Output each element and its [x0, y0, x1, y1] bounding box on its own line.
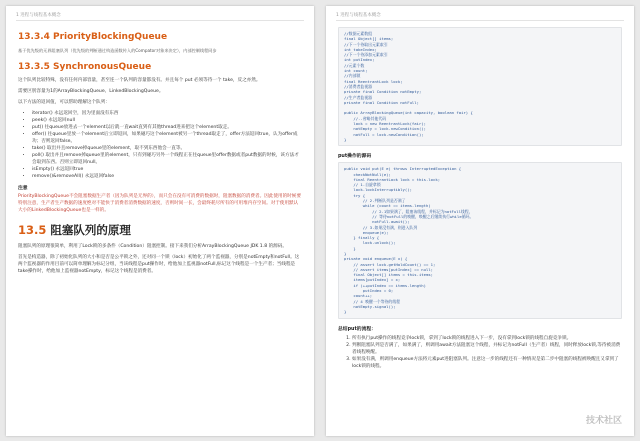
put-code-block: public void put(E e) throws InterruptedException { checkNotNull(e); final ReentrantLock lock = this.lock; // 1.自旋拿锁 lock.lockInterruptibly(); try { // 2.判断队列是否满了 while (count == items.length) // 2.1如果满了，阻塞该线程，并标记为notFull线程， // 等待notFull的唤醒，唤醒之后继续执行while循环。 notFull.await(); // 3.如果没有满，则进入队列 enqueue(e); } finally { lock.unlock(); } } private void enqueue(E x) { // assert lock.getHoldCount() == 1; // assert items[putIndex] == null; final Object[] items = this.items; items[putIndex] = x; if (++putIndex == items.length) putIndex = 0; count++; // 4 唤醒一个等待的线程 notEmpty.signal(); } — [338, 162, 622, 318]
right-page-content — [338, 24, 622, 374]
section-135-heading — [18, 224, 302, 237]
list-item: • offer() 往queue里放一个element后立即返回，如果碰巧这个element被另一个thread取走了，offer方法返回true，认为offer成功；否则返回false。 — [32, 131, 302, 145]
left-page-content — [18, 24, 302, 279]
list-item: 1. 所有执行put操作的线程竞争lock锁，拿到了lock锁的线程进入下一步，没有拿到lock锁的线程自旋竞争锁。 — [352, 335, 622, 342]
list-item: • take() 取出并且remove掉queue里的element，取不到东西他会一直等。 — [32, 145, 302, 152]
principle-paragraph-1: 阻塞队列的原理很简单，利用了Lock锁的多条件（Condition）阻塞控制。接下来我们分析ArrayBlockingQueue JDK 1.8 的源码。 — [18, 244, 287, 249]
note-text: PriorityBlockingQueue不会阻塞数据生产者（因为队列是无界的），而只会在没有可消费的数据时，阻塞数据的消费者。因此使用的时候要特别注意，生产者生产数据的速度绝对不能快于消费者消费数据的速度，否则时间一长，会最终耗尽所有的可用堆内存空间。对于使用默认大小的LinkedBlockingQueue也是一样的。 — [18, 194, 301, 213]
list-item: • isEmpty() 永远返回true — [32, 166, 302, 173]
constructor-code-block: //数据元素数组 final Object[] items; //下一个待取出元素索引 int takeIndex; //下一个待添加元素索引 int putIndex; //元素个数 int count; //内部锁 final ReentrantLock lock; //消费者监视器 private final Condition notEmpty; //生产者监视器 private final Condition notFull; public ArrayBlockingQueue(int capacity, boolean fair) { //..省略其他代码 lock = new ReentrantLock(fair); notEmpty = lock.newCondition(); notFull = lock.newCondition(); } — [338, 27, 622, 146]
put-source-label: put操作的源码 — [338, 154, 372, 160]
pbq-description: 基于优先级的无界阻塞队列（优先级的判断通过构造函数传入的Compator对象来决定），内部控制线程同步 — [18, 48, 217, 53]
list-item: 2. 判断阻塞队列是否满了，如果满了，则调用await方法阻塞这个线程，并标记为notFull（生产者）线程，同时释放lock锁,等待被消费者线程唤醒。 — [352, 342, 622, 356]
left-running-head: 1 进程与线程基本概念 — [16, 12, 304, 21]
put-flow-label: 总结put的流程： — [338, 326, 376, 332]
sq-heading: 13.3.5 SynchronousQueue — [18, 62, 152, 72]
sq-method-list — [18, 110, 302, 180]
put-flow-list — [338, 335, 622, 370]
list-item: • peek() 永远返回null — [32, 117, 302, 124]
list-item: • remove()&removeAll() 永远返回false — [32, 173, 302, 180]
list-item: • put() 往queue放进去一个element以后就一直wait直到有其他thread进来把这个element取走。 — [32, 124, 302, 131]
principle-paragraph-2: 首先是构造器，除了初始化队列的大小和是否是公平锁之外，还对同一个锁（lock）初始化了两个监视器，分别是notEmpty和notFull。这两个监视器的作用目前可以简单理解为标记分组，当该线程是put操作时，给他加上监视器notFull,标记这个线程是一个生产者；当线程是take操作时，给他加上监视器notEmpty，标记这个线程是消费者。 — [18, 255, 300, 274]
right-page — [326, 6, 634, 436]
sq-methods-intro: 需要区别容量为1的ArrayBlockingQueue、LinkedBlockingQueue。 — [18, 89, 164, 94]
sq-description: 这个队列比较特殊，没有任何内部容量，甚至连一个队列的容量都没有。并且每个 put 必须等待一个 take，反之亦然。 — [18, 78, 261, 83]
section-title: 阻塞队列的原理 — [50, 223, 131, 237]
watermark: 技术社区 — [585, 416, 622, 426]
section-number: 13.5 — [18, 223, 47, 237]
list-item: 3. 如果没有满，则调用enqueue方法将元素put进阻塞队列。注意这一步的线程还有一种情况是第二步中阻塞的线程被唤醒且又拿到了lock锁的线程。 — [352, 356, 622, 370]
left-page — [6, 6, 314, 436]
list-item: • poll() 取出并且remove掉queue里的element，只有到碰巧另外一个线程正在往queue里offer数据或者put数据的时候，该方法才会取到东西。否则立即返回null。 — [32, 152, 302, 166]
list-item: • iterator() 永远返回空，因为里面没有东西 — [32, 110, 302, 117]
note-label: 注意 — [18, 186, 28, 191]
sq-methods-lead: 以下方法的返回值，可以帮助理解这个队列： — [18, 100, 110, 105]
right-running-head: 1 进程与线程基本概念 — [336, 12, 624, 21]
pbq-heading: 13.3.4 PriorityBlockingQueue — [18, 32, 168, 42]
